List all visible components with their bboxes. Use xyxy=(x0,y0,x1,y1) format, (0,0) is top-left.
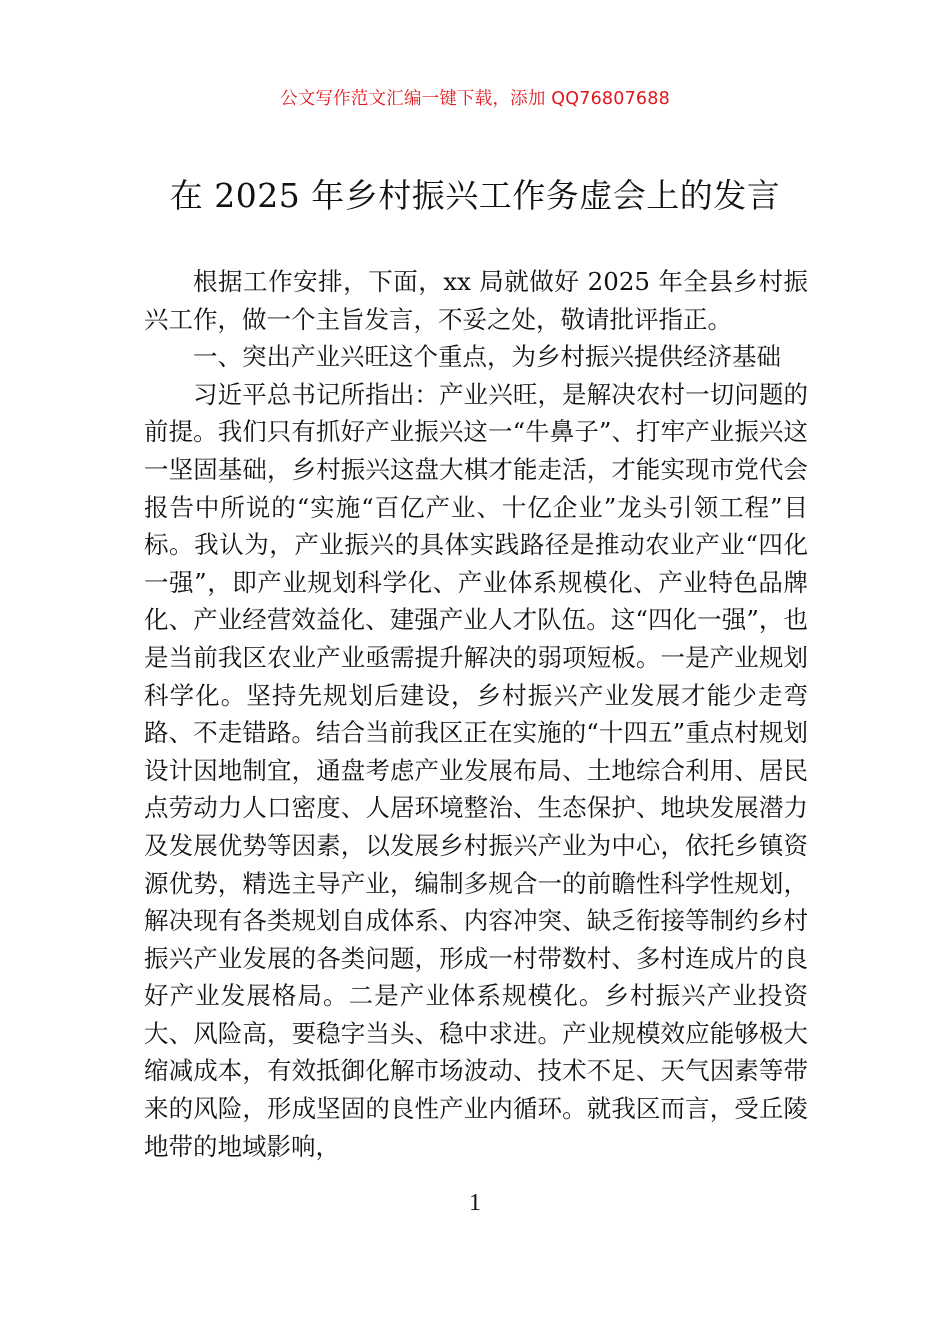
document-title: 在 2025 年乡村振兴工作务虚会上的发言 xyxy=(169,176,781,215)
document-body xyxy=(144,263,808,1165)
page-number: 1 xyxy=(469,1190,481,1216)
intro-paragraph: 根据工作安排，下面，xx 局就做好 2025 年全县乡村振兴工作，做一个主旨发言，不妥之处，敬请批评指正。 xyxy=(144,267,808,334)
section-heading: 一、突出产业兴旺这个重点，为乡村振兴提供经济基础 xyxy=(193,342,781,372)
download-watermark: 公文写作范文汇编一键下载，添加 QQ76807688 xyxy=(280,89,670,109)
body-paragraph: 习近平总书记所指出：产业兴旺，是解决农村一切问题的前提。我们只有抓好产业振兴这一“牛鼻子”、打牢产业振兴这一坚固基础，乡村振兴这盘大棋才能走活，才能实现市党代会报告中所说的“实施“百亿产业、十亿企业”龙头引领工程”目标。我认为，产业振兴的具体实践路径是推动农业产业“四化一强”，即产业规划科学化、产业体系规模化、产业特色品牌化、产业经营效益化、建强产业人才队伍。这“四化一强”，也是当前我区农业产业亟需提升解决的弱项短板。一是产业规划科学化。坚持先规划后建设，乡村振兴产业发展才能少走弯路、不走错路。结合当前我区正在实施的“十四五”重点村规划设计因地制宜，通盘考虑产业发展布局、土地综合利用、居民点劳动力人口密度、人居环境整治、生态保护、地块发展潜力及发展优势等因素，以发展乡村振兴产业为中心，依托乡镇资源优势，精选主导产业，编制多规合一的前瞻性科学性规划，解决现有各类规划自成体系、内容冲突、缺乏衔接等制约乡村振兴产业发展的各类问题，形成一村带数村、多村连成片的良好产业发展格局。二是产业体系规模化。乡村振兴产业投资大、风险高，要稳字当头、稳中求进。产业规模效应能够极大缩减成本，有效抵御化解市场波动、技术不足、天气因素等带来的风险，形成坚固的良性产业内循环。就我区而言，受丘陵地带的地域影响， xyxy=(144,379,808,1161)
